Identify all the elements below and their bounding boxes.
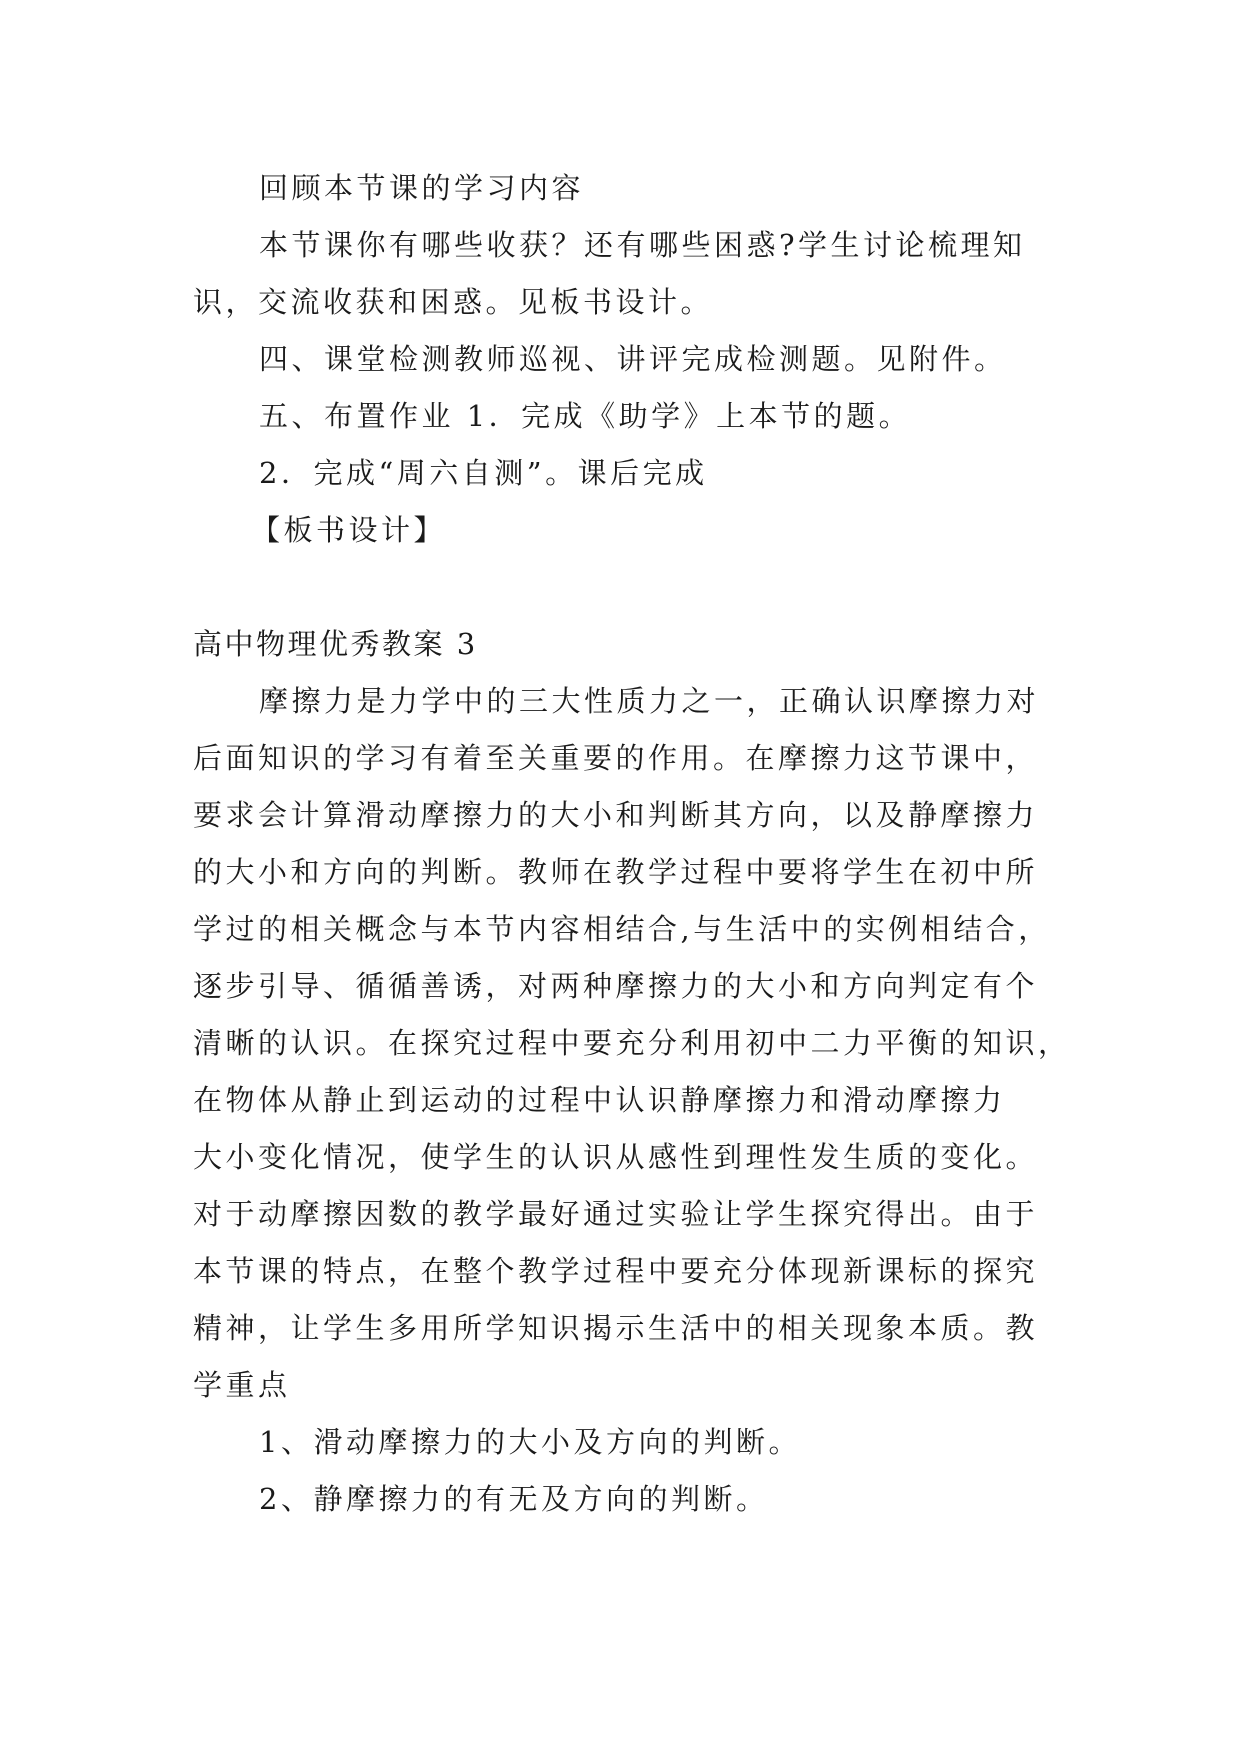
key-point-2: 2、静摩擦力的有无及方向的判断。	[259, 1482, 769, 1516]
paragraph-line: 要求会计算滑动摩擦力的大小和判断其方向，以及静摩擦力	[193, 798, 1039, 832]
paragraph-line: 学重点	[193, 1368, 291, 1402]
board-design-label: 【板书设计】	[251, 513, 447, 547]
paragraph-line: 大小变化情况，使学生的认识从感性到理性发生质的变化。	[193, 1140, 1039, 1174]
question-line-1: 本节课你有哪些收获？还有哪些困惑?学生讨论梳理知	[259, 228, 1026, 262]
paragraph-line: 学过的相关概念与本节内容相结合,与生活中的实例相结合，	[193, 912, 1051, 946]
paragraph-line: 清晰的认识。在探究过程中要充分利用初中二力平衡的知识，	[193, 1026, 1071, 1060]
paragraph-line: 的大小和方向的判断。教师在教学过程中要将学生在初中所	[193, 855, 1039, 889]
paragraph-line: 在物体从静止到运动的过程中认识静摩擦力和滑动摩擦力	[193, 1083, 1006, 1117]
paragraph-line: 摩擦力是力学中的三大性质力之一，正确认识摩擦力对	[259, 684, 1040, 718]
step-four: 四、课堂检测教师巡视、讲评完成检测题。见附件。	[259, 342, 1007, 376]
document-body	[193, 160, 1071, 1528]
question-line-2: 识，交流收获和困惑。见板书设计。	[193, 285, 714, 319]
paragraph-line: 精神，让学生多用所学知识揭示生活中的相关现象本质。教	[193, 1311, 1039, 1345]
paragraph-line: 后面知识的学习有着至关重要的作用。在摩擦力这节课中，	[193, 741, 1039, 775]
step-five: 五、布置作业 1．完成《助学》上本节的题。	[259, 399, 912, 433]
review-title: 回顾本节课的学习内容	[259, 171, 585, 205]
paragraph-line: 本节课的特点，在整个教学过程中要充分体现新课标的探究	[193, 1254, 1039, 1288]
paragraph-line: 逐步引导、循循善诱，对两种摩擦力的大小和方向判定有个	[193, 969, 1039, 1003]
paragraph-line: 对于动摩擦因数的教学最好通过实验让学生探究得出。由于	[193, 1197, 1039, 1231]
section-spacer	[193, 559, 1068, 616]
key-point-1: 1、滑动摩擦力的大小及方向的判断。	[259, 1425, 801, 1459]
section-heading: 高中物理优秀教案 3	[193, 627, 478, 661]
step-five-item-2: 2．完成“周六自测”。课后完成	[259, 456, 708, 490]
